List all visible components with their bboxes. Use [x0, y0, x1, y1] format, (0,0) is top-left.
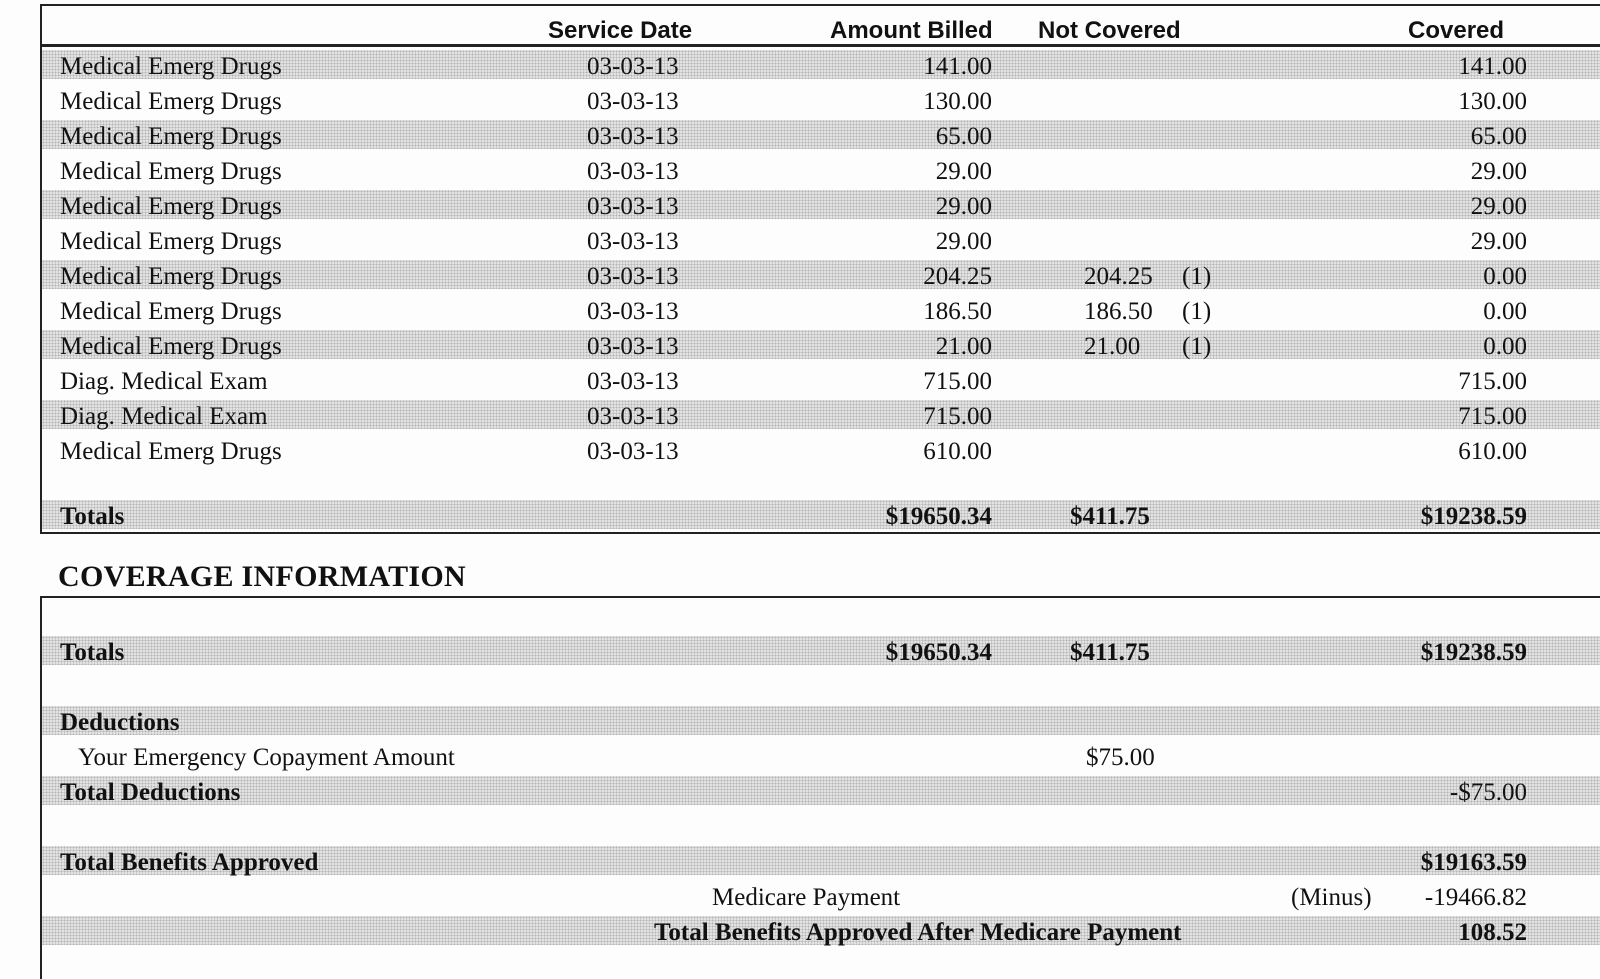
amount-billed: 715.00: [923, 368, 992, 395]
service-date: 03-03-13: [587, 193, 679, 220]
total-deductions-amount: -$75.00: [1449, 779, 1527, 806]
covered-amount: 130.00: [1458, 88, 1527, 115]
table-row: [42, 120, 1600, 149]
covered-amount: 29.00: [1470, 158, 1527, 185]
covered-amount: 0.00: [1483, 263, 1527, 290]
covered-amount: 715.00: [1458, 368, 1527, 395]
service-description: Medical Emerg Drugs: [60, 53, 282, 80]
service-date: 03-03-13: [587, 333, 679, 360]
service-description: Medical Emerg Drugs: [60, 228, 282, 255]
header-divider: [42, 44, 1600, 47]
service-date: 03-03-13: [587, 53, 679, 80]
service-description: Diag. Medical Exam: [60, 368, 268, 395]
service-description: Medical Emerg Drugs: [60, 263, 282, 290]
service-description: Medical Emerg Drugs: [60, 333, 282, 360]
table-row: [42, 155, 1600, 184]
table-row: [42, 400, 1600, 429]
amount-billed: 21.00: [935, 333, 992, 360]
coverage-totals-not-covered: $411.75: [1070, 639, 1150, 666]
medicare-payment-amount: -19466.82: [1424, 884, 1527, 911]
service-date: 03-03-13: [587, 158, 679, 185]
not-covered-amount: 204.25: [1084, 263, 1153, 290]
service-date: 03-03-13: [587, 88, 679, 115]
table-row: [42, 50, 1600, 79]
table-row: [42, 330, 1600, 359]
amount-billed: 29.00: [935, 158, 992, 185]
claim-totals-row: [42, 500, 1600, 529]
amount-billed: 610.00: [923, 438, 992, 465]
not-covered-amount: 186.50: [1084, 298, 1153, 325]
covered-amount: 29.00: [1470, 228, 1527, 255]
service-description: Medical Emerg Drugs: [60, 88, 282, 115]
table-row: [42, 435, 1600, 464]
amount-billed: 715.00: [923, 403, 992, 430]
service-description: Medical Emerg Drugs: [60, 123, 282, 150]
covered-amount: 610.00: [1458, 438, 1527, 465]
not-covered-note: (1): [1182, 298, 1212, 325]
deductions-label: Deductions: [60, 709, 180, 736]
covered-amount: 715.00: [1458, 403, 1527, 430]
after-medicare-row: [42, 916, 1600, 945]
copay-row: [42, 741, 1600, 770]
amount-billed: 141.00: [923, 53, 992, 80]
service-description: Medical Emerg Drugs: [60, 438, 282, 465]
amount-billed: 204.25: [923, 263, 992, 290]
amount-billed: 186.50: [923, 298, 992, 325]
table-row: [42, 365, 1600, 394]
service-date: 03-03-13: [587, 263, 679, 290]
coverage-totals-label: Totals: [60, 639, 125, 666]
deductions-row: [42, 706, 1600, 735]
amount-billed: 130.00: [923, 88, 992, 115]
service-date: 03-03-13: [587, 298, 679, 325]
total-benefits-amount: $19163.59: [1420, 849, 1527, 876]
coverage-totals-covered: $19238.59: [1420, 639, 1527, 666]
table-row: [42, 85, 1600, 114]
total-deductions-row: [42, 776, 1600, 805]
table-row: [42, 225, 1600, 254]
medicare-minus-label: (Minus): [1291, 884, 1372, 911]
after-medicare-label: Total Benefits Approved After Medicare Payment: [654, 919, 1182, 946]
not-covered-note: (1): [1182, 333, 1212, 360]
medicare-payment-label: Medicare Payment: [712, 884, 901, 911]
service-date: 03-03-13: [587, 123, 679, 150]
covered-amount: 65.00: [1470, 123, 1527, 150]
covered-amount: 29.00: [1470, 193, 1527, 220]
claim-totals-not-covered: $411.75: [1070, 503, 1150, 530]
service-date: 03-03-13: [587, 403, 679, 430]
header-covered: Covered: [1408, 17, 1505, 44]
table-header-row: [42, 12, 1600, 44]
service-description: Medical Emerg Drugs: [60, 158, 282, 185]
amount-billed: 29.00: [935, 193, 992, 220]
copay-label: Your Emergency Copayment Amount: [78, 744, 455, 771]
covered-amount: 141.00: [1458, 53, 1527, 80]
claim-totals-label: Totals: [60, 503, 125, 530]
covered-amount: 0.00: [1483, 298, 1527, 325]
table-row: [42, 190, 1600, 219]
header-service-date: Service Date: [548, 17, 693, 44]
total-deductions-label: Total Deductions: [60, 779, 241, 806]
service-date: 03-03-13: [587, 368, 679, 395]
not-covered-note: (1): [1182, 263, 1212, 290]
claim-totals-covered: $19238.59: [1420, 503, 1527, 530]
coverage-section-title: COVERAGE INFORMATION: [58, 560, 466, 593]
amount-billed: 29.00: [935, 228, 992, 255]
total-benefits-row: [42, 846, 1600, 875]
service-description: Diag. Medical Exam: [60, 403, 268, 430]
claim-detail-table: [40, 4, 1600, 534]
service-date: 03-03-13: [587, 438, 679, 465]
claim-totals-billed: $19650.34: [885, 503, 992, 530]
amount-billed: 65.00: [935, 123, 992, 150]
coverage-information-table: [40, 596, 1600, 979]
covered-amount: 0.00: [1483, 333, 1527, 360]
header-not-covered: Not Covered: [1038, 17, 1181, 44]
service-description: Medical Emerg Drugs: [60, 298, 282, 325]
coverage-totals-billed: $19650.34: [885, 639, 992, 666]
service-date: 03-03-13: [587, 228, 679, 255]
table-row: [42, 295, 1600, 324]
coverage-totals-row: [42, 636, 1600, 665]
header-amount-billed: Amount Billed: [830, 17, 993, 44]
table-row: [42, 260, 1600, 289]
medicare-payment-row: [42, 881, 1600, 910]
service-description: Medical Emerg Drugs: [60, 193, 282, 220]
not-covered-amount: 21.00: [1084, 333, 1141, 360]
after-medicare-amount: 108.52: [1458, 919, 1527, 946]
total-benefits-label: Total Benefits Approved: [60, 849, 319, 876]
copay-amount: $75.00: [1086, 744, 1155, 771]
